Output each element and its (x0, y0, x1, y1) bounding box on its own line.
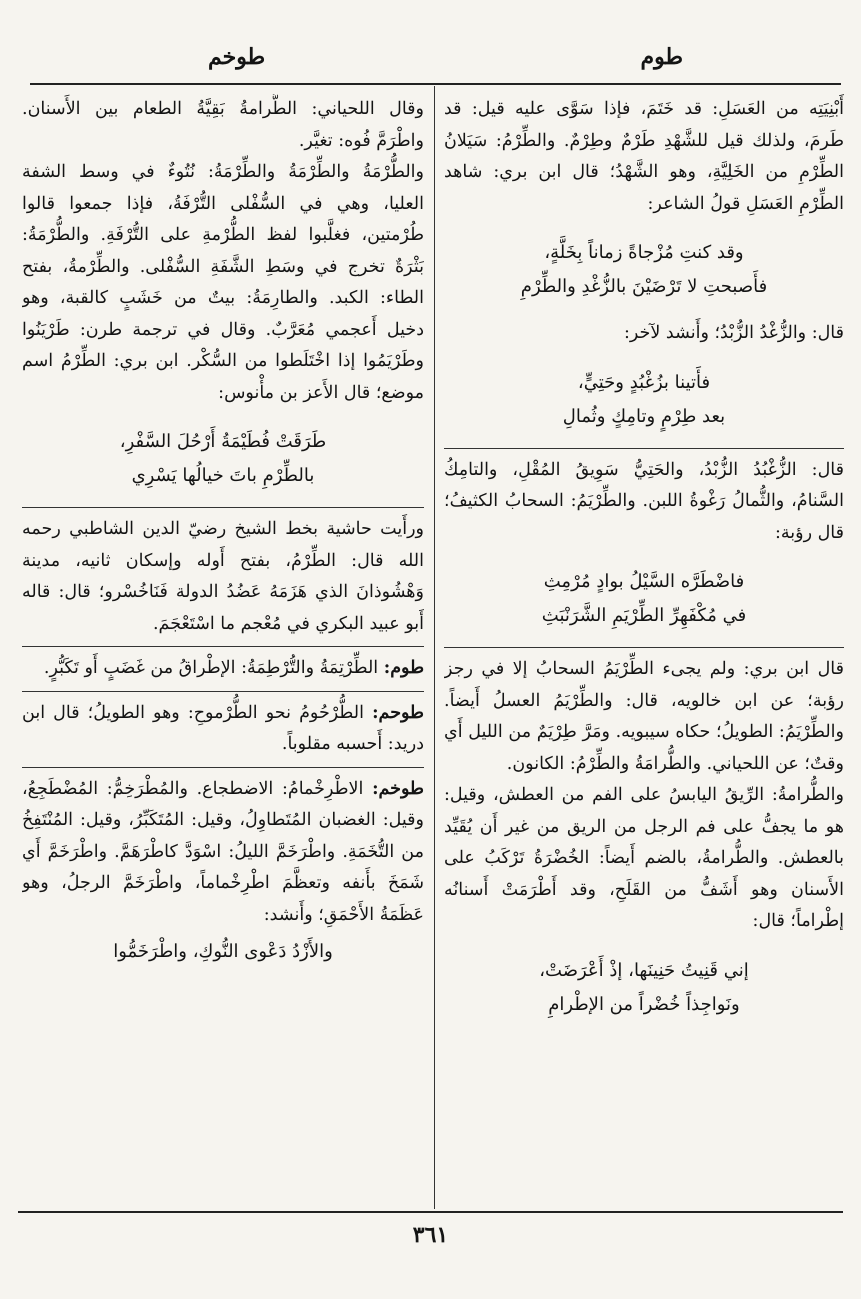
entry (22, 653, 424, 685)
entry-headword: طوخم: (372, 778, 424, 799)
paragraph: قال ابن بري: ولم يجىء الطِّرْيَمُ السحابُ إلا في رجز رؤبة؛ عن ابن خالويه، قال: والطِّرْيَمُ العسلُ أَيضاً. والطِّرْيَمُ: الطويلُ؛ حكاه سيبويه. ومَرَّ طِرْيَمٌ من الليل أَي وقتٌ؛ عن اللحياني. والطُّرامَةُ والطِّرْمُ: الكانون. (444, 659, 844, 774)
verse-line: ونَواجِذاً خُضْراً من الإطْرامِ (548, 993, 740, 1015)
separator (22, 691, 424, 692)
entry-body: الطُّرْحُومُ نحو الطُّرْموحِ: وهو الطويلُ؛ قال ابن دريد: أَحسبه مقلوباً. (22, 702, 424, 754)
separator (22, 507, 424, 508)
bottom-rule (18, 1211, 843, 1213)
entry (22, 774, 424, 932)
left-column (22, 94, 424, 1206)
column-divider (434, 86, 435, 1209)
verse (444, 366, 844, 434)
separator (22, 646, 424, 647)
paragraph: والطُّرْمَةُ والطِّرْمَةُ والطِّرْمَةُ: نُتُوءٌ في وسط الشفة العليا، وهي في السُّفْلى التُّرْفَةُ، فإذا جمعوا قالوا طُرْمتين، فغلَّبوا لفظ الطُّرْمةِ على التُّرْفَةِ. والطُّرْمَةُ: بَثْرَةٌ تخرج في وسَطِ الشَّفَةِ السُّفْلى. والطِّرْمةُ، بفتح الطاء: الكبد. والطارِمَةُ: بيتٌ من خَشَبٍ كالقبة، وهو دخيل أَعجمي مُعَرَّبٌ. وقال في ترجمة طرن: طَرْيَنُوا وطَرْيَمُوا إذا اخْتَلَطوا من السُّكْر. ابن بري: الطِّرْمُ اسم موضع؛ قال الأَعز بن مأْنوس: (22, 162, 424, 403)
separator (444, 647, 844, 648)
page-number: ٣٦١ (412, 1222, 449, 1248)
verse-line: فاضْطَرَّه السَّيْلُ بوادٍ مُرْمِثِ (543, 571, 745, 592)
top-rule (30, 83, 841, 85)
verse-line: فأَتينا بزُغْبُدٍ وحَتِيٍّ، (577, 371, 711, 393)
verse (444, 565, 844, 633)
right-column (444, 94, 844, 1206)
entry-body: الطِّرْتِمَةُ والتُّرْطِمَةُ: الإطْراقُ من غَضَبٍ أَو تَكَبُّرٍ. (43, 658, 379, 678)
entry-headword: طوحم: (372, 702, 424, 723)
verse (22, 425, 424, 493)
paragraph: قال: الزُّغْبُدُ الزُّبْدُ، والحَتِيُّ سَوِيقُ المُقْلِ، والتامِكُ السَّنامُ، والثُّمالُ رَغْوةُ اللبن. والطِّرْيَمُ: السحابُ الكثيفُ؛ قال رؤبة: (444, 459, 844, 543)
paragraph: أَبْنِيَتِه من العَسَلِ: قد خَتَمَ، فإذا سَوَّى عليه قيل: قد طَرمَ، ولذلك قيل للشَّهْدِ طَرْمٌ وطِرْمٌ. والطِّرْمُ: سَيَلانُ الطِّرْمِ من الخَلِيَّةِ، وهو الشَّهْدُ؛ قال ابن بري: شاهد الطِّرْمِ العَسَلِ قولُ الشاعر: (444, 99, 844, 214)
header-right-word: طوم (640, 44, 683, 70)
verse (444, 236, 844, 304)
verse-line: والأَزْدُ دَعْوى النُّوكِ، واطْرَخَمُّوا (113, 941, 333, 962)
header-left-word: طوخم (208, 44, 266, 70)
paragraph: قال: والزُّغْدُ الزُّبْدُ؛ وأَنشد لآخر: (624, 323, 844, 343)
separator (444, 448, 844, 449)
entry (22, 698, 424, 761)
verse-line: طَرَقَتْ فُطَيْمَةُ أَرْحُلَ السَّفْرِ، (119, 431, 327, 452)
entry-body: الاطْرِخْمامُ: الاضطجاع. والمُطْرَخِمُّ: المُضْطَجِعُ، وقيل: الغضبان المُتَطاوِلُ، وقيل: المُتَكَبِّرُ، وقيل: المُنْتَفِخُ من التُّخَمَةِ. واطْرَخَمَّ الليلُ: اسْوَدَّ كاطْرَهَمَّ. واطْرَخَمَّ أَي شَمَخَ بأَنفه وتعظَّمَ اطْرِخْماماً، واطْرَخَمَّ الرجلُ، وهو عَظَمَةُ الأَحْمَقِ؛ وأَنشد: (22, 778, 424, 925)
paragraph: والطُّرامةُ: الرِّيقُ اليابسُ على الفم من العطش، وقيل: هو ما يجفُّ على فم الرجل من الريق من غير أَن يُقَيِّد بالعطش. والطُّرامةُ، بالضم أَيضاً: الخُضْرَةُ تَرْكَبُ على الأَسنان وهو أَشَفُّ من القَلَحِ، وقد أَطْرَمَتْ أَسنانُه إطْراماً؛ قال: (444, 785, 844, 931)
separator (22, 767, 424, 768)
verse (22, 935, 424, 969)
verse-line: فأَصبحتِ لا تَرْضَيْنَ بالزُّغْدِ والطِّرْمِ (520, 276, 768, 297)
verse-line: إني قَنِيتُ حَنِينَها، إذْ أَعْرَضَتْ، (539, 959, 749, 981)
verse-line: بالطِّرْمِ باتَ خيالُها يَسْرِي (131, 465, 315, 486)
verse-line: بعد طِرْمٍ وتامِكٍ وثُمالِ (562, 405, 726, 427)
paragraph: وقال اللحياني: الطُّرامةُ بَقِيَّةُ الطعام بين الأَسنان. واطْرَمَّ فُوه: تغيَّر. (22, 99, 424, 151)
entry-headword: طوم: (383, 658, 424, 678)
verse (444, 954, 844, 1022)
paragraph: ورأَيت حاشية بخط الشيخ رضيّ الدين الشاطبي رحمه الله قال: الطِّرْمُ، بفتح أَوله وإسكان ثانيه، مدينة وَهْشُوذانَ الذي هَزَمَهُ عَضُدُ الدولة فَنَاخُسْرو؛ قال: قاله أَبو عبيد البكري في مُعْجم ما اسْتَعْجَمَ. (22, 519, 424, 634)
verse-line: وقد كنتِ مُزْجاةً زماناً بِخَلَّةٍ، (544, 242, 744, 263)
verse-line: في مُكْفَهِرِّ الطِّرْيَمِ الشَّرَنْبَثِ (541, 605, 747, 626)
